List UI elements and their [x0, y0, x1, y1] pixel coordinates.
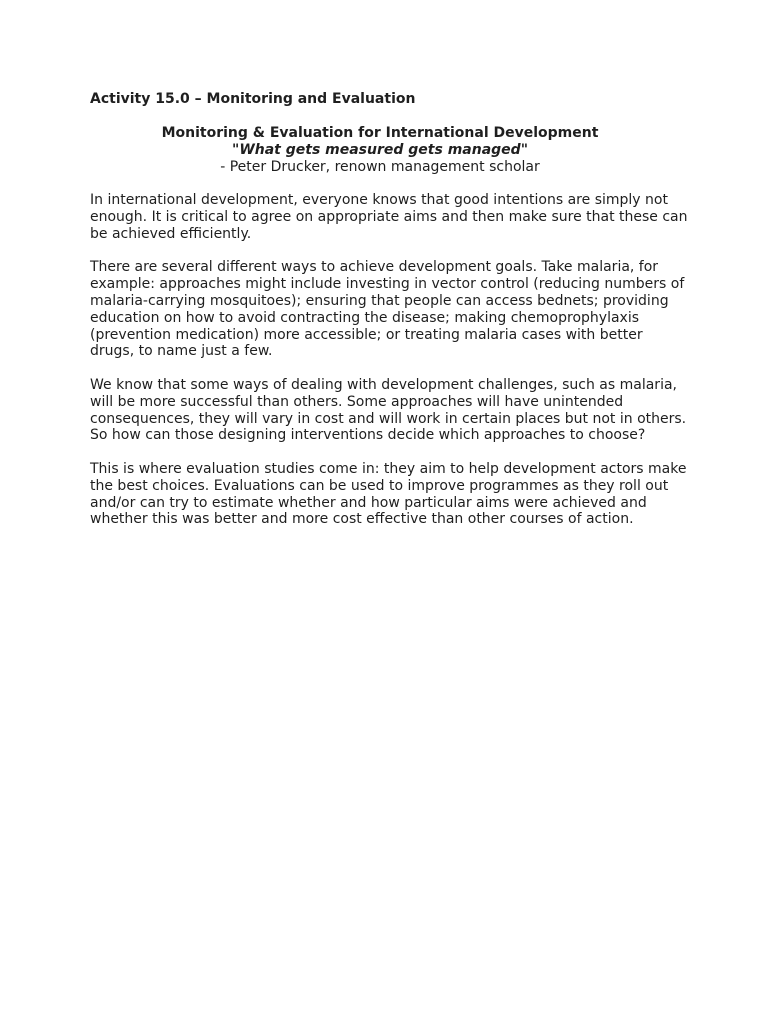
paragraph-evaluation-studies: This is where evaluation studies come in: they aim to help development actors make the best choices. Evaluations can be used to improve programmes as they roll out and/or can try to estimate whether and how particular aims were achieved and whether this was better and more cost effective than other courses of action.: [90, 460, 687, 528]
document-page: [90, 91, 690, 528]
quote-attribution: - Peter Drucker, renown management scholar: [220, 158, 540, 175]
drucker-quote: [80, 142, 680, 159]
quote-close-mark: ": [520, 141, 528, 158]
document-header: [80, 125, 680, 175]
quote-text: What gets measured gets managed: [239, 141, 521, 158]
paragraph-intro: In international development, everyone knows that good intentions are simply not enough. It is critical to agree on appropriate aims and then make sure that these can be achieved efficiently.: [90, 192, 688, 242]
quote-open-mark: ": [232, 141, 240, 158]
document-heading: Monitoring & Evaluation for International Development: [161, 125, 599, 141]
activity-title: Activity 15.0 – Monitoring and Evaluation: [90, 91, 416, 107]
paragraph-choosing-approaches: We know that some ways of dealing with development challenges, such as malaria, will be more successful than others. Some approaches will have unintended consequences, they will vary in cost and will work in certain places but not in others. So how can those designing interventions decide which approaches to choose?: [90, 376, 687, 444]
paragraph-malaria-approaches: There are several different ways to achieve development goals. Take malaria, for example: approaches might include investing in vector control (reducing numbers of malaria-carrying mosquitoes); ensuring that people can access bednets; providing education on how to avoid contracting the disease; making chemoprophylaxis (prevention medication) more accessible; or treating malaria cases with better drugs, to name just a few.: [90, 259, 685, 360]
